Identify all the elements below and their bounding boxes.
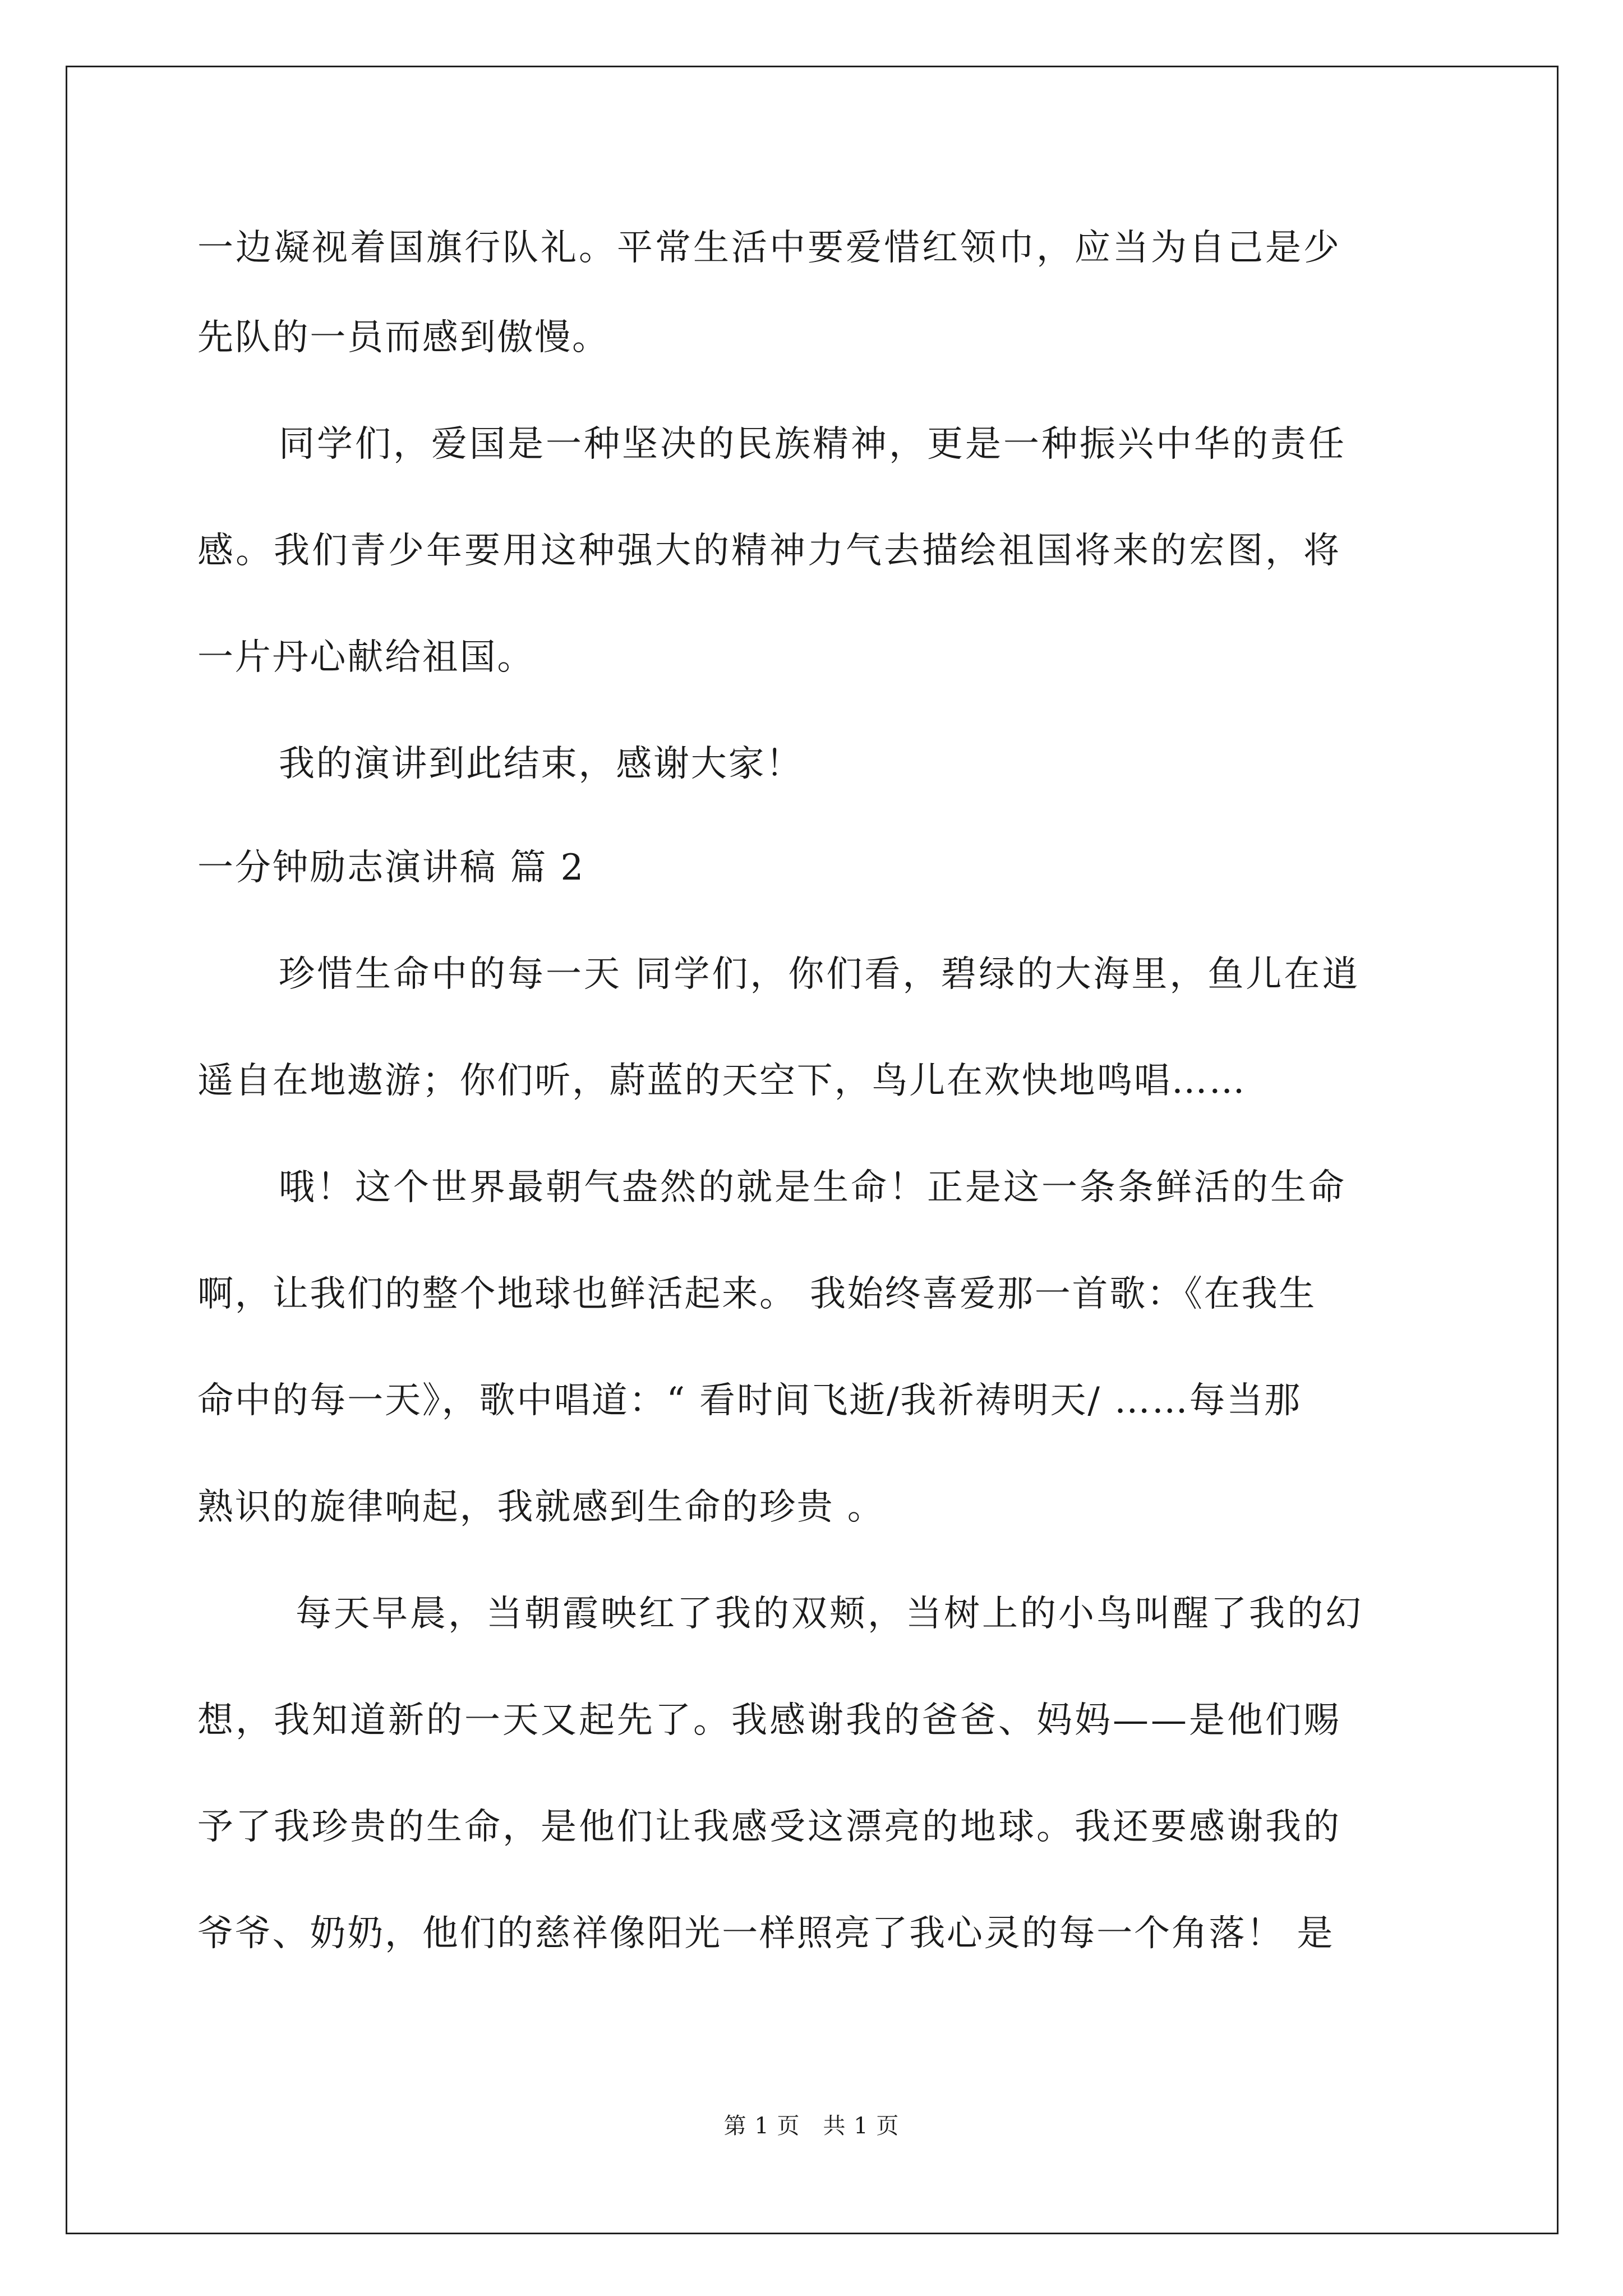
- text-line: 感。我们青少年要用这种强大的精神力气去描绘祖国将来的宏图，将: [197, 530, 1341, 572]
- section-heading: 一分钟励志演讲稿 篇 2: [197, 847, 585, 889]
- page-number: 第 1 页 共 1 页: [723, 2113, 900, 2139]
- text-line: 遥自在地遨游；你们听，蔚蓝的天空下，鸟儿在欢快地鸣唱……: [197, 1060, 1247, 1102]
- text-line: 珍惜生命中的每一天 同学们，你们看，碧绿的大海里，鱼儿在逍: [279, 954, 1361, 995]
- text-line: 熟识的旋律响起，我就感到生命的珍贵 。: [197, 1487, 885, 1528]
- text-line: 一片丹心献给祖国。: [197, 637, 535, 678]
- text-line: 同学们，爱国是一种坚决的民族精神，更是一种振兴中华的责任: [279, 424, 1347, 465]
- text-line: 哦！这个世界最朝气盎然的就是生命！正是这一条条鲜活的生命: [279, 1167, 1347, 1208]
- page-border: [66, 66, 1559, 2234]
- text-line: 每天早晨，当朝霞映红了我的双颊，当树上的小鸟叫醒了我的幻: [296, 1593, 1363, 1635]
- text-line: 命中的每一天》，歌中唱道：“ 看时间飞逝/我祈祷明天/ ……每当那: [197, 1380, 1302, 1421]
- text-line: 先队的一员而感到傲慢。: [197, 317, 610, 358]
- text-line: 一边凝视着国旗行队礼。平常生活中要爱惜红领巾，应当为自己是少: [197, 227, 1341, 269]
- text-line: 予了我珍贵的生命，是他们让我感受这漂亮的地球。我还要感谢我的: [197, 1806, 1341, 1848]
- text-line: 啊，让我们的整个地球也鲜活起来。 我始终喜爱那一首歌：《在我生: [197, 1273, 1317, 1315]
- text-line: 爷爷、奶奶，他们的慈祥像阳光一样照亮了我心灵的每一个角落！ 是: [197, 1913, 1335, 1954]
- text-line: 想，我知道新的一天又起先了。我感谢我的爸爸、妈妈——是他们赐: [197, 1700, 1341, 1741]
- text-line: 我的演讲到此结束，感谢大家！: [279, 743, 804, 785]
